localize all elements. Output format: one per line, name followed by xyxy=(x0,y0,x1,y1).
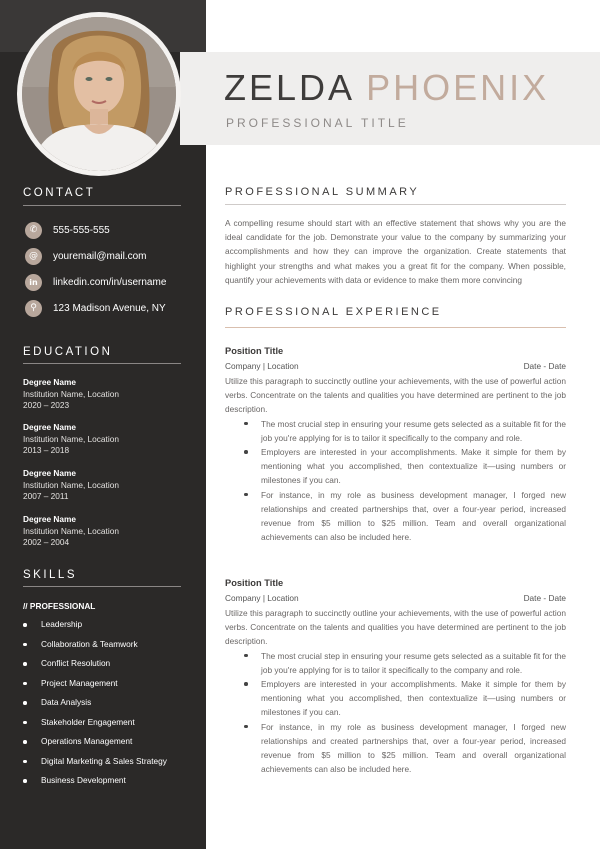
job-entry xyxy=(225,576,566,776)
skill-item: Leadership xyxy=(23,615,167,635)
job-description: Utilize this paragraph to succinctly outline your achievements, with the use of powerful action verbs. Concentrate on the talents and qualities you have determined are pertinent to the job description. xyxy=(225,376,566,415)
job-meta xyxy=(225,358,566,374)
institution: Institution Name, Location xyxy=(23,525,119,536)
skill-item: Digital Marketing & Sales Strategy xyxy=(23,752,167,772)
education-years: 2013 – 2018 xyxy=(23,445,70,455)
skill-item: Business Development xyxy=(23,771,167,791)
skills-list xyxy=(23,615,167,791)
skills-heading: SKILLS xyxy=(23,569,77,581)
address-text: 123 Madison Avenue, NY xyxy=(53,302,166,314)
job-bullets xyxy=(225,649,566,777)
contact-divider xyxy=(23,205,181,206)
job-position: Position Title xyxy=(225,578,284,588)
profile-photo xyxy=(22,17,176,171)
education-divider xyxy=(23,363,181,364)
candidate-name xyxy=(224,66,549,110)
job-dates: Date - Date xyxy=(523,593,566,603)
contact-email[interactable] xyxy=(25,247,147,265)
first-name: ZELDA xyxy=(224,67,354,108)
job-company: Company | Location xyxy=(225,593,299,603)
degree-name: Degree Name xyxy=(23,514,77,524)
experience-divider xyxy=(225,327,566,328)
location-pin-icon: ⚲ xyxy=(25,300,42,317)
education-years: 2007 – 2011 xyxy=(23,491,69,501)
job-bullet: For instance, in my role as business development manager, I forged new relationships and created partnerships that, over a four-year period, increased revenue from $5 million to $25 million. Team and overall organizational achievements can also be included here. xyxy=(225,488,566,545)
education-item xyxy=(23,422,119,457)
degree-name: Degree Name xyxy=(23,468,77,478)
skills-divider xyxy=(23,586,181,587)
job-bullet: The most crucial step in ensuring your resume gets selected as a suitable fit for the job you're applying for is to tailor it specifically to the company and role. xyxy=(225,417,566,445)
profile-photo-illustration xyxy=(22,17,176,171)
skill-item: Stakeholder Engagement xyxy=(23,713,167,733)
job-bullet: The most crucial step in ensuring your resume gets selected as a suitable fit for the job you're applying for is to tailor it specifically to the company and role. xyxy=(225,649,566,677)
email-icon: @ xyxy=(25,248,42,265)
job-meta xyxy=(225,590,566,606)
degree-name: Degree Name xyxy=(23,377,77,387)
skill-item: Collaboration & Teamwork xyxy=(23,635,167,655)
skill-item: Data Analysis xyxy=(23,693,167,713)
education-item xyxy=(23,468,119,503)
job-description: Utilize this paragraph to succinctly outline your achievements, with the use of powerful action verbs. Concentrate on the talents and qualities you have determined are pertinent to the job description. xyxy=(225,608,566,647)
email-text: youremail@mail.com xyxy=(53,250,147,262)
summary-text: A compelling resume should start with an effective statement that shows why you are the ideal candidate for the job. Demonstrate your value to the company by summarizing your accomplishments and how they can improve the organization. Create statements that highlight your strengths and what makes you a great fit for the company. When possible, quantify your achievements with data or evidence to make them more convincing xyxy=(225,218,566,285)
skill-item: Project Management xyxy=(23,674,167,694)
summary-heading: PROFESSIONAL SUMMARY xyxy=(225,186,420,198)
institution: Institution Name, Location xyxy=(23,388,119,399)
job-bullet: For instance, in my role as business development manager, I forged new relationships and created partnerships that, over a four-year period, increased revenue from $5 million to $25 million. Team and overall organizational achievements can also be included here. xyxy=(225,720,566,777)
professional-title: PROFESSIONAL TITLE xyxy=(226,116,409,130)
job-dates: Date - Date xyxy=(523,361,566,371)
degree-name: Degree Name xyxy=(23,422,77,432)
summary-divider xyxy=(225,204,566,205)
education-item xyxy=(23,514,119,549)
contact-address xyxy=(25,299,166,317)
job-company: Company | Location xyxy=(225,361,299,371)
education-years: 2020 – 2023 xyxy=(23,400,70,410)
last-name: PHOENIX xyxy=(366,67,550,108)
education-item xyxy=(23,377,119,412)
phone-icon: ✆ xyxy=(25,222,42,239)
contact-heading: CONTACT xyxy=(23,187,96,199)
experience-heading: PROFESSIONAL EXPERIENCE xyxy=(225,306,442,318)
education-heading: EDUCATION xyxy=(23,346,113,358)
job-bullet: Employers are interested in your accomplishments. Make it simple for them by mentioning what you accomplished, then contextualize it—using numbers or milestones if you can. xyxy=(225,677,566,720)
linkedin-icon: in xyxy=(25,274,42,291)
skill-item: Conflict Resolution xyxy=(23,654,167,674)
skills-category: // PROFESSIONAL xyxy=(23,601,96,611)
institution: Institution Name, Location xyxy=(23,433,119,444)
job-bullets xyxy=(225,417,566,545)
job-entry xyxy=(225,344,566,544)
contact-linkedin[interactable] xyxy=(25,273,166,291)
linkedin-text: linkedin.com/in/username xyxy=(53,276,167,288)
skill-item: Operations Management xyxy=(23,732,167,752)
job-position: Position Title xyxy=(225,346,284,356)
contact-phone[interactable] xyxy=(25,221,110,239)
education-years: 2002 – 2004 xyxy=(23,537,70,547)
job-bullet: Employers are interested in your accomplishments. Make it simple for them by mentioning what you accomplished, then contextualize it—using numbers or milestones if you can. xyxy=(225,445,566,488)
phone-text: 555-555-555 xyxy=(53,224,110,236)
institution: Institution Name, Location xyxy=(23,479,119,490)
